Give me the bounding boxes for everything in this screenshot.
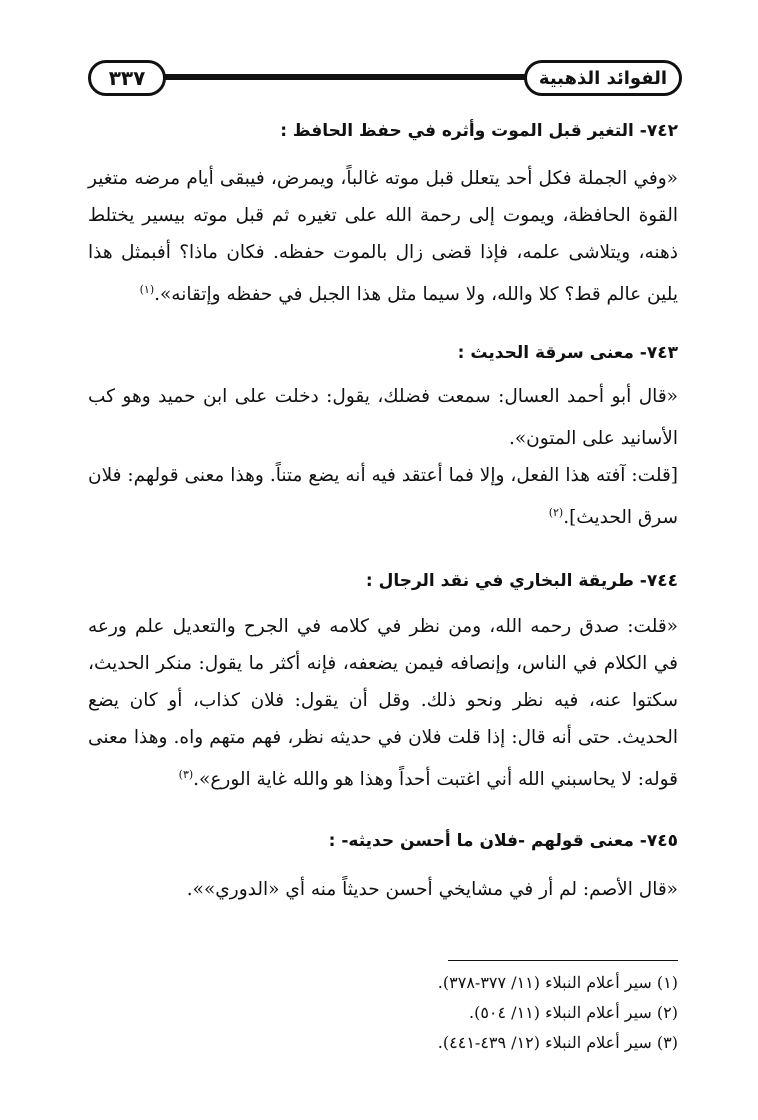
- header-rule: [148, 74, 532, 80]
- footnote-separator: [448, 960, 678, 961]
- footnotes: [88, 968, 678, 1058]
- footnote-ref: (٣): [178, 768, 194, 781]
- section-heading-743: ٧٤٣- معنى سرقة الحديث :: [457, 343, 678, 363]
- paragraph: «قلت: صدق رحمه الله، ومن نظر في كلامه في الجرح والتعديل علم ورعه في الكلام في الناس، وإنصافه فيمن يضعفه، فإنه أكثر ما يقول: منكر الحديث، سكتوا عنه، فيه نظر ونحو ذلك. وقل أن يقول: فلان كذاب، أو كان يضع الحديث. حتى أنه قال: إذا قلت فلان في حديثه نظر، فهم متهم واه. وهذا معنى قوله: لا يحاسبني الله أني اغتبت أحداً وهذا هو والله غاية الورع».$^{(٣)}$: [88, 616, 678, 791]
- footnote: (١) سير أعلام النبلاء (١١/ ٣٧٧-٣٧٨).: [437, 973, 678, 992]
- footnote: (٢) سير أعلام النبلاء (١١/ ٥٠٤).: [468, 1003, 678, 1022]
- running-header: [88, 54, 682, 104]
- section-body-745: [88, 866, 678, 908]
- footnote-ref: (٢): [548, 506, 564, 520]
- section-body-743: [88, 378, 678, 536]
- paragraph: [قلت: آفته هذا الفعل، وإلا فما أعتقد فيه أنه يضع متناً. وهذا معنى قولهم: فلان سرق الحديث].$^{(٢)}$: [88, 465, 678, 529]
- paragraph: «قال الأصم: لم أر في مشايخي أحسن حديثاً منه أي «الدوري»».: [186, 879, 678, 901]
- footnote-ref: (١): [139, 283, 155, 296]
- section-body-742: [88, 160, 678, 313]
- section-body-744: [88, 608, 678, 798]
- section-heading-744: ٧٤٤- طريقة البخاري في نقد الرجال :: [365, 571, 678, 591]
- paragraph: «قال أبو أحمد العسال: سمعت فضلك، يقول: دخلت على ابن حميد وهو كب الأسانيد على المتون».: [88, 386, 678, 450]
- book-title: الفوائد الذهبية: [524, 60, 682, 96]
- section-heading-742: ٧٤٢- التغير قبل الموت وأثره في حفظ الحافظ :: [280, 121, 678, 141]
- page-number: ٣٣٧: [88, 60, 166, 96]
- footnote: (٣) سير أعلام النبلاء (١٢/ ٤٣٩-٤٤١).: [437, 1033, 678, 1052]
- section-heading-745: ٧٤٥- معنى قولهم -فلان ما أحسن حديثه- :: [328, 831, 678, 851]
- paragraph: «وفي الجملة فكل أحد يتعلل قبل موته غالباً، ويمرض، فيبقى أيام مرضه متغير القوة الحافظة، ويموت إلى رحمة الله على تغيره ثم قبل موته بيسير يختلط ذهنه، ويتلاشى علمه، فإذا قضى زال بالموت حفظه. فكان ماذا؟ أفبمثل هذا يلين عالم قط؟ كلا والله، ولا سيما مثل هذا الجبل في حفظه وإتقانه».$^{(١)}$: [88, 168, 678, 306]
